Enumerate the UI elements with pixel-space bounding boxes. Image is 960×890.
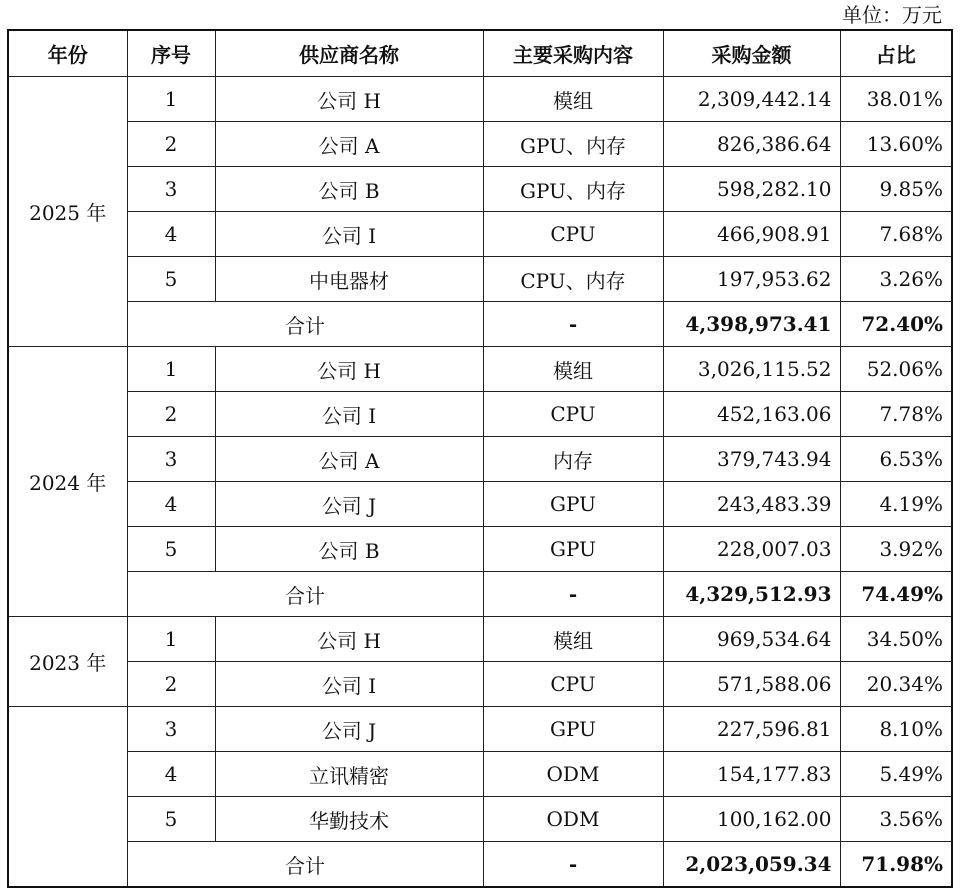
row-number: 4 xyxy=(127,752,215,797)
purchase-amount: 598,282.10 xyxy=(663,167,840,212)
table-row xyxy=(8,77,952,122)
purchase-pct: 6.53% xyxy=(840,437,952,482)
purchase-pct: 8.10% xyxy=(840,707,952,752)
purchase-content: GPU xyxy=(483,527,663,572)
supplier-name: 公司 H xyxy=(215,347,483,392)
purchase-content: ODM xyxy=(483,752,663,797)
table-row xyxy=(8,437,952,482)
purchase-amount: 969,534.64 xyxy=(663,617,840,662)
purchase-content: CPU xyxy=(483,662,663,707)
purchase-pct: 38.01% xyxy=(840,77,952,122)
purchase-pct: 3.92% xyxy=(840,527,952,572)
purchase-content: 模组 xyxy=(483,617,663,662)
row-number: 2 xyxy=(127,662,215,707)
supplier-name: 公司 I xyxy=(215,662,483,707)
purchase-amount: 228,007.03 xyxy=(663,527,840,572)
purchase-content: 内存 xyxy=(483,437,663,482)
row-number: 5 xyxy=(127,527,215,572)
table-row xyxy=(8,392,952,437)
purchase-amount: 826,386.64 xyxy=(663,122,840,167)
purchase-pct: 20.34% xyxy=(840,662,952,707)
purchase-amount: 243,483.39 xyxy=(663,482,840,527)
purchase-pct: 4.19% xyxy=(840,482,952,527)
total-row xyxy=(8,842,952,888)
purchase-pct: 52.06% xyxy=(840,347,952,392)
table-row xyxy=(8,347,952,392)
supplier-name: 公司 B xyxy=(215,167,483,212)
supplier-name: 华勤技术 xyxy=(215,797,483,842)
row-number: 4 xyxy=(127,482,215,527)
header-no: 序号 xyxy=(127,30,215,77)
purchase-amount: 3,026,115.52 xyxy=(663,347,840,392)
table-row xyxy=(8,527,952,572)
supplier-purchase-table xyxy=(7,29,953,888)
table-row xyxy=(8,167,952,212)
purchase-content: GPU xyxy=(483,707,663,752)
row-number: 2 xyxy=(127,392,215,437)
unit-label: 单位：万元 xyxy=(842,3,942,27)
table-row xyxy=(8,257,952,302)
supplier-name: 公司 A xyxy=(215,122,483,167)
table-row xyxy=(8,752,952,797)
purchase-content: CPU xyxy=(483,392,663,437)
purchase-pct: 13.60% xyxy=(840,122,952,167)
purchase-content: CPU、内存 xyxy=(483,257,663,302)
supplier-name: 公司 A xyxy=(215,437,483,482)
row-number: 1 xyxy=(127,347,215,392)
supplier-name: 公司 I xyxy=(215,212,483,257)
purchase-content: ODM xyxy=(483,797,663,842)
purchase-amount: 466,908.91 xyxy=(663,212,840,257)
purchase-amount: 379,743.94 xyxy=(663,437,840,482)
row-number: 5 xyxy=(127,257,215,302)
year-cell: 2023 年 xyxy=(8,617,127,707)
purchase-amount: 571,588.06 xyxy=(663,662,840,707)
row-number: 5 xyxy=(127,797,215,842)
total-amount: 4,329,512.93 xyxy=(663,572,840,617)
table-row xyxy=(8,482,952,527)
total-pct: 71.98% xyxy=(840,842,952,888)
total-row xyxy=(8,572,952,617)
table-row xyxy=(8,212,952,257)
row-number: 4 xyxy=(127,212,215,257)
total-content: - xyxy=(483,302,663,347)
row-number: 2 xyxy=(127,122,215,167)
total-row xyxy=(8,302,952,347)
year-cell: 2025 年 xyxy=(8,77,127,347)
supplier-name: 中电器材 xyxy=(215,257,483,302)
supplier-name: 公司 H xyxy=(215,77,483,122)
table-row xyxy=(8,617,952,662)
table-row xyxy=(8,797,952,842)
total-label: 合计 xyxy=(127,572,483,617)
row-number: 1 xyxy=(127,617,215,662)
table-row xyxy=(8,122,952,167)
purchase-content: 模组 xyxy=(483,347,663,392)
row-number: 3 xyxy=(127,437,215,482)
total-pct: 72.40% xyxy=(840,302,952,347)
supplier-name: 公司 B xyxy=(215,527,483,572)
purchase-content: CPU xyxy=(483,212,663,257)
purchase-amount: 100,162.00 xyxy=(663,797,840,842)
purchase-amount: 452,163.06 xyxy=(663,392,840,437)
table-row xyxy=(8,707,952,752)
total-pct: 74.49% xyxy=(840,572,952,617)
purchase-pct: 5.49% xyxy=(840,752,952,797)
total-amount: 2,023,059.34 xyxy=(663,842,840,888)
header-year: 年份 xyxy=(8,30,127,77)
purchase-pct: 7.68% xyxy=(840,212,952,257)
supplier-name: 公司 H xyxy=(215,617,483,662)
purchase-pct: 3.56% xyxy=(840,797,952,842)
purchase-amount: 197,953.62 xyxy=(663,257,840,302)
header-amount: 采购金额 xyxy=(663,30,840,77)
purchase-pct: 34.50% xyxy=(840,617,952,662)
row-number: 3 xyxy=(127,167,215,212)
total-content: - xyxy=(483,842,663,888)
supplier-name: 公司 J xyxy=(215,482,483,527)
purchase-pct: 9.85% xyxy=(840,167,952,212)
purchase-amount: 2,309,442.14 xyxy=(663,77,840,122)
purchase-content: GPU、内存 xyxy=(483,122,663,167)
year-cell: 2024 年 xyxy=(8,347,127,617)
total-label: 合计 xyxy=(127,302,483,347)
purchase-content: 模组 xyxy=(483,77,663,122)
purchase-pct: 3.26% xyxy=(840,257,952,302)
header-supplier: 供应商名称 xyxy=(215,30,483,77)
total-amount: 4,398,973.41 xyxy=(663,302,840,347)
year-cell-empty xyxy=(8,707,127,888)
purchase-content: GPU xyxy=(483,482,663,527)
purchase-amount: 227,596.81 xyxy=(663,707,840,752)
header-pct: 占比 xyxy=(840,30,952,77)
total-content: - xyxy=(483,572,663,617)
table-header-row xyxy=(8,30,952,77)
supplier-name: 公司 I xyxy=(215,392,483,437)
total-label: 合计 xyxy=(127,842,483,888)
purchase-amount: 154,177.83 xyxy=(663,752,840,797)
supplier-name: 立讯精密 xyxy=(215,752,483,797)
row-number: 1 xyxy=(127,77,215,122)
header-content: 主要采购内容 xyxy=(483,30,663,77)
row-number: 3 xyxy=(127,707,215,752)
supplier-name: 公司 J xyxy=(215,707,483,752)
table-row xyxy=(8,662,952,707)
purchase-pct: 7.78% xyxy=(840,392,952,437)
purchase-content: GPU、内存 xyxy=(483,167,663,212)
